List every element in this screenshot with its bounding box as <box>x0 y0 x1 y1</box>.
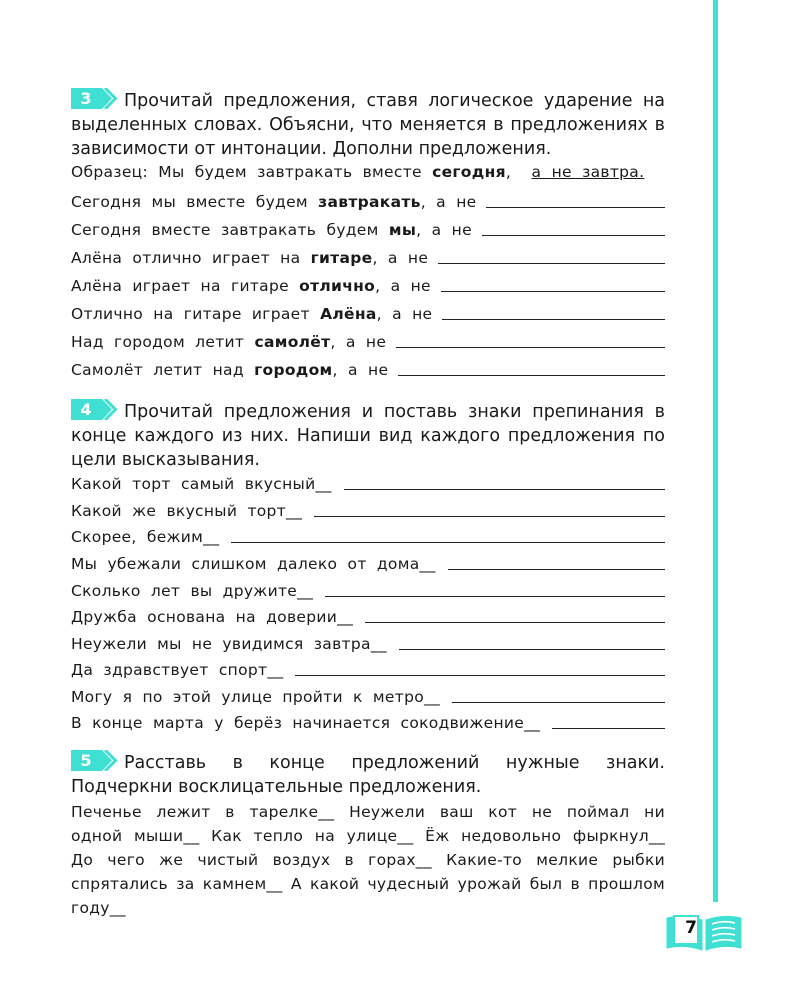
example-before: Мы будем завтракать вместе <box>158 163 422 181</box>
task-4-sentence-row <box>71 709 665 733</box>
stressed-word: отлично <box>299 277 376 295</box>
task-3-sentence-row <box>71 272 665 296</box>
page-margin-stripe <box>713 0 718 902</box>
task-4-number-badge <box>71 399 118 420</box>
answer-line[interactable] <box>448 555 665 570</box>
sentence-text: Самолёт летит над <box>71 361 244 379</box>
task-3-sentence-row <box>71 328 665 352</box>
answer-line[interactable] <box>482 221 665 236</box>
task-3-sentence-row <box>71 356 665 380</box>
answer-line[interactable] <box>398 361 665 376</box>
example-answer: а не завтра. <box>531 163 645 181</box>
answer-line[interactable] <box>441 277 665 292</box>
task-4-sentence-row <box>71 603 665 627</box>
answer-line[interactable] <box>438 249 665 264</box>
open-book-icon <box>664 912 744 954</box>
sentence-tail: , а не <box>416 221 472 239</box>
sentence-tail: , а не <box>420 193 477 211</box>
task-3-sentence-row <box>71 188 665 212</box>
answer-line[interactable] <box>396 333 665 348</box>
task-5-number: 5 <box>80 751 92 770</box>
sentence-text: Мы убежали слишком далеко от дома__ <box>71 555 436 573</box>
task-4-sentence-row <box>71 577 665 601</box>
answer-line[interactable] <box>314 502 665 517</box>
answer-line[interactable] <box>486 193 665 208</box>
sentence-text: Дружба основана на доверии__ <box>71 608 354 626</box>
sentence-text: Отлично на гитаре играет <box>71 305 310 323</box>
task-3-sentence-row <box>71 244 665 268</box>
task-3-sentence-row <box>71 300 665 324</box>
sentence-tail: , а не <box>332 361 389 379</box>
task-3-example <box>71 158 665 182</box>
answer-line[interactable] <box>344 475 665 490</box>
task-4-sentence-row <box>71 497 665 521</box>
page-number: 7 <box>685 918 697 938</box>
sentence-text: Какой торт самый вкусный__ <box>71 475 332 493</box>
sentence-tail: , а не <box>376 305 433 323</box>
answer-line[interactable] <box>295 661 665 676</box>
sentence-text: Могу я по этой улице пройти к метро__ <box>71 688 441 706</box>
sentence-text: В конце марта у берёз начинается сокодвижение__ <box>71 714 541 732</box>
task-4-sentence-row <box>71 630 665 654</box>
answer-line[interactable] <box>365 608 665 623</box>
sentence-text: Сегодня мы вместе будем <box>71 193 308 211</box>
answer-line[interactable] <box>452 688 665 703</box>
task-4-number: 4 <box>80 400 92 419</box>
example-after: , <box>505 163 512 181</box>
stressed-word: мы <box>388 221 417 239</box>
stressed-word: гитаре <box>310 249 373 267</box>
stressed-word: городом <box>254 361 333 379</box>
task-4-sentence-row <box>71 683 665 707</box>
task-4-sentence-row <box>71 523 665 547</box>
example-bold: сегодня <box>432 163 506 181</box>
stressed-word: завтракать <box>318 193 421 211</box>
sentence-text: Алёна отлично играет на <box>71 249 301 267</box>
task-4-sentence-row <box>71 550 665 574</box>
task-4-instruction-block <box>71 399 665 472</box>
answer-line[interactable] <box>552 714 665 729</box>
task-4-instruction: Прочитай предложения и поставь знаки препинания в конце каждого из них. Напиши вид каждого предложения по цели высказывания. <box>71 402 665 470</box>
task-4-sentence-row <box>71 656 665 680</box>
stressed-word: Алёна <box>320 305 377 323</box>
sentence-text: Над городом летит <box>71 333 245 351</box>
task-5-text: Печенье лежит в тарелке__ Неужели ваш кот не поймал ни одной мыши__ Как тепло на улице__ Ёж недовольно фыркнул__ До чего же чистый воздух в горах__ Какие-то мелкие рыбки спрятались за камнем__ А какой чудесный урожай был в прошлом году__ <box>71 803 666 917</box>
task-3-instruction: Прочитай предложения, ставя логическое ударение на выделенных словах. Объясни, что меняется в предложениях в зависимости от интонации. Дополни предложения. <box>71 91 665 159</box>
sentence-text: Неужели мы не увидимся завтра__ <box>71 635 387 653</box>
sentence-text: Да здравствует спорт__ <box>71 661 284 679</box>
task-3-instruction-block <box>71 88 665 161</box>
task-5-number-badge <box>71 750 118 771</box>
answer-line[interactable] <box>399 635 665 650</box>
task-3-number-badge <box>71 88 118 109</box>
sentence-text: Алёна играет на гитаре <box>71 277 289 295</box>
sentence-tail: , а не <box>330 333 387 351</box>
answer-line[interactable] <box>231 528 665 543</box>
answer-line[interactable] <box>325 582 665 597</box>
sentence-text: Скорее, бежим__ <box>71 528 220 546</box>
task-5-instruction-block <box>71 750 665 799</box>
example-label: Образец: <box>71 163 149 181</box>
sentence-text: Сегодня вместе завтракать будем <box>71 221 379 239</box>
sentence-tail: , а не <box>375 277 431 295</box>
answer-line[interactable] <box>442 305 665 320</box>
sentence-tail: , а не <box>372 249 429 267</box>
task-4-sentence-row <box>71 470 665 494</box>
task-5-instruction: Расставь в конце предложений нужные знаки. Подчеркни восклицательные предложения. <box>71 753 665 797</box>
task-3-sentence-row <box>71 216 665 240</box>
sentence-text: Какой же вкусный торт__ <box>71 502 303 520</box>
stressed-word: самолёт <box>254 333 331 351</box>
task-3-number: 3 <box>80 89 92 108</box>
sentence-text: Сколько лет вы дружите__ <box>71 582 314 600</box>
